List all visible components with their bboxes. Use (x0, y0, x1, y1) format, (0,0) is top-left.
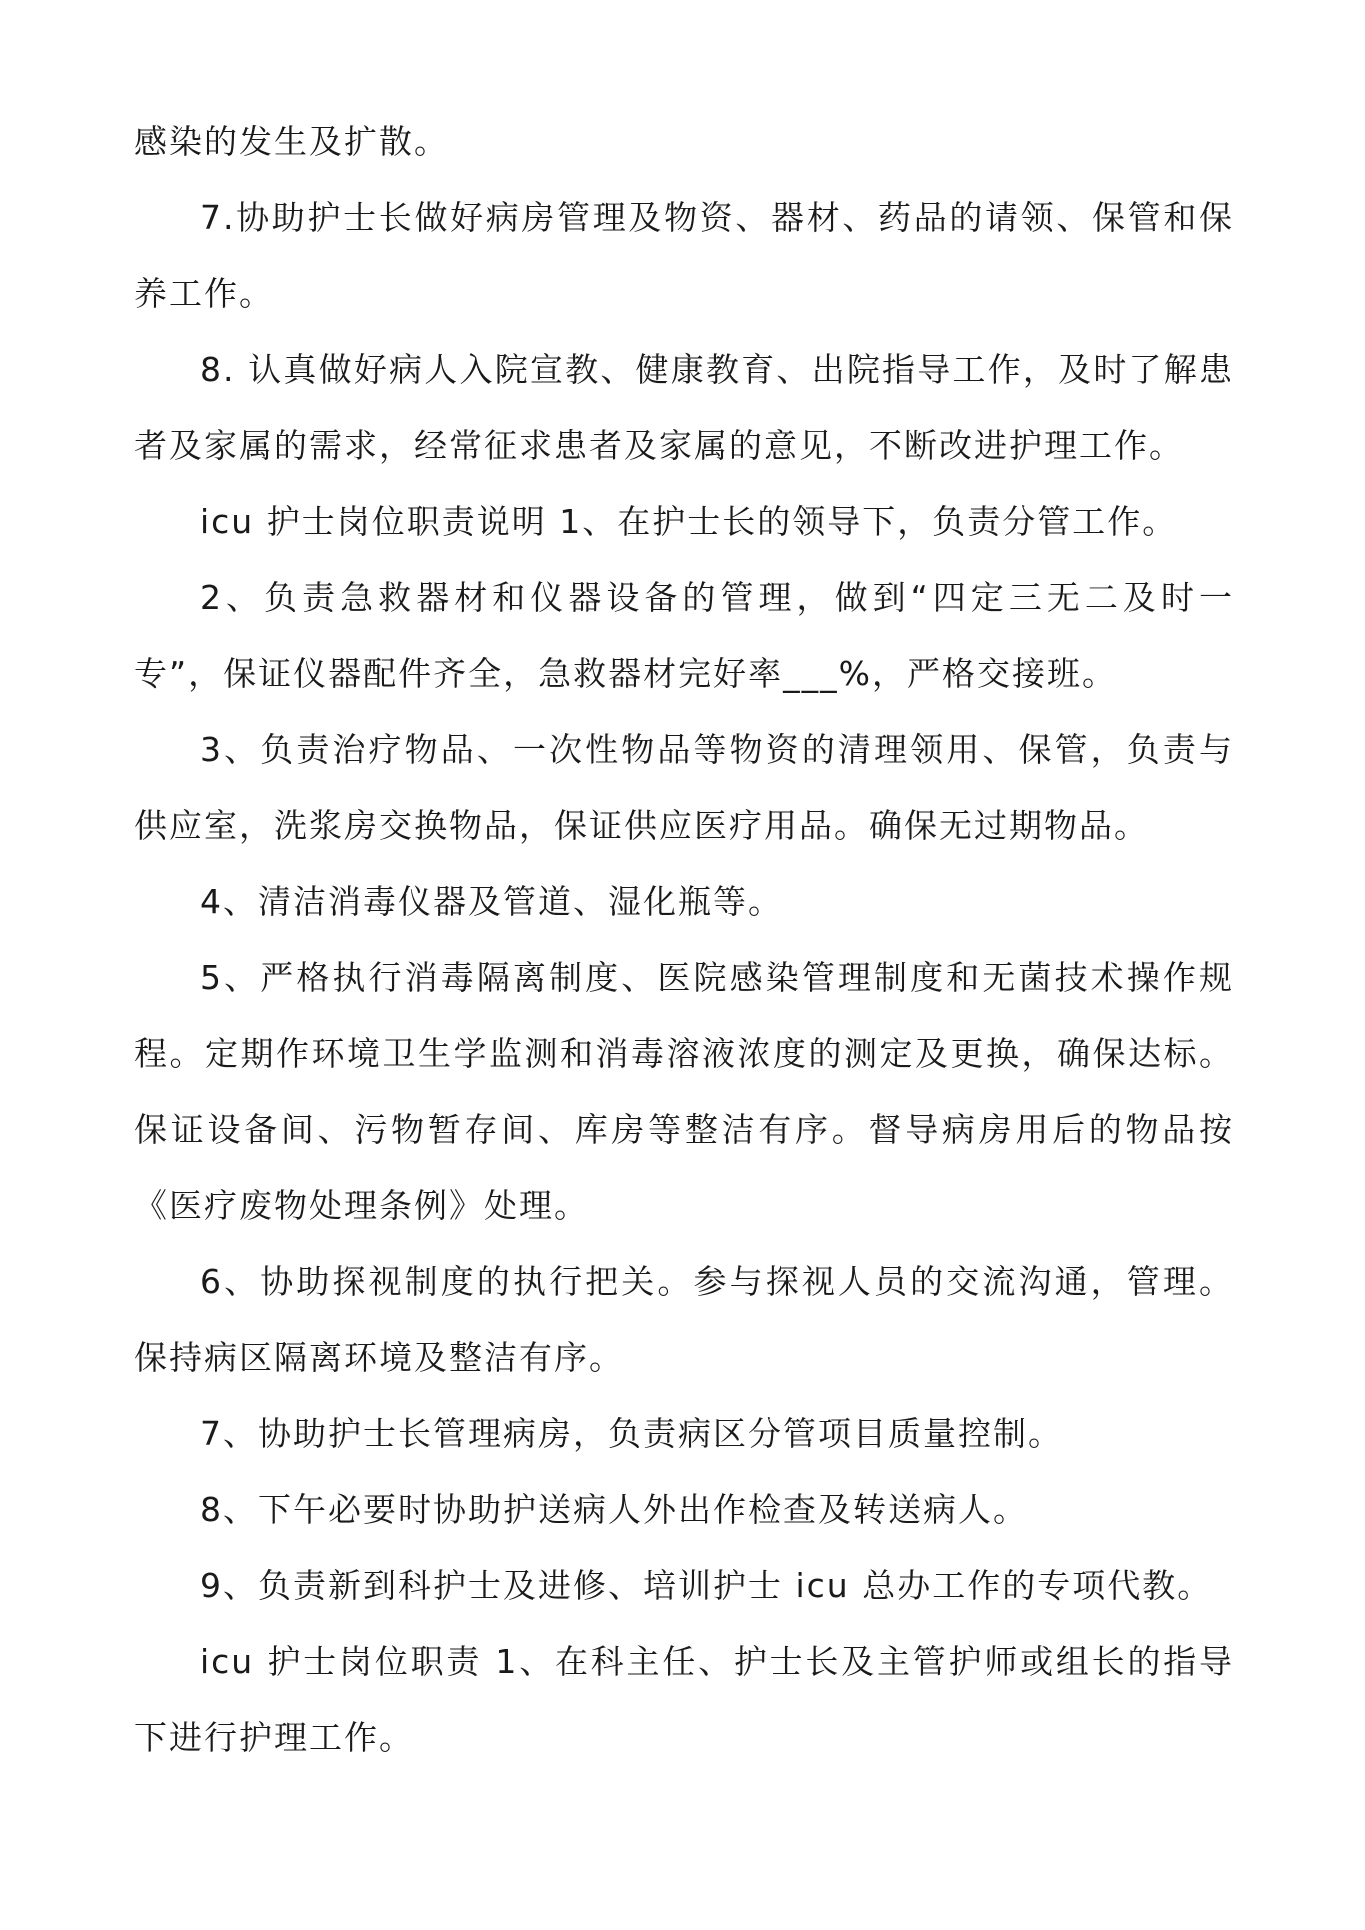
paragraph: 2、负责急救器材和仪器设备的管理，做到“四定三无二及时一专”，保证仪器配件齐全，急救器材完好率___%，严格交接班。 (134, 578, 1234, 693)
paragraph: 4、清洁消毒仪器及管道、湿化瓶等。 (200, 882, 783, 921)
paragraph: 8. 认真做好病人入院宣教、健康教育、出院指导工作，及时了解患者及家属的需求，经常征求患者及家属的意见，不断改进护理工作。 (134, 350, 1234, 465)
paragraph: 9、负责新到科护士及进修、培训护士 icu 总办工作的专项代教。 (200, 1566, 1213, 1605)
paragraph: 6、协助探视制度的执行把关。参与探视人员的交流沟通，管理。保持病区隔离环境及整洁有序。 (134, 1262, 1234, 1377)
paragraph: 7.协助护士长做好病房管理及物资、器材、药品的请领、保管和保养工作。 (134, 198, 1234, 313)
paragraph: 5、严格执行消毒隔离制度、医院感染管理制度和无菌技术操作规程。定期作环境卫生学监测和消毒溶液浓度的测定及更换，确保达标。保证设备间、污物暂存间、库房等整洁有序。督导病房用后的物品按《医疗废物处理条例》处理。 (134, 958, 1234, 1225)
paragraph: icu 护士岗位职责说明 1、在护士长的领导下，负责分管工作。 (200, 502, 1178, 541)
paragraph: 3、负责治疗物品、一次性物品等物资的清理领用、保管，负责与供应室，洗浆房交换物品，保证供应医疗用品。确保无过期物品。 (134, 730, 1234, 845)
paragraph: icu 护士岗位职责 1、在科主任、护士长及主管护师或组长的指导下进行护理工作。 (134, 1642, 1234, 1757)
paragraph: 8、下午必要时协助护送病人外出作检查及转送病人。 (200, 1490, 1028, 1529)
document-body (134, 104, 1234, 1776)
paragraph: 感染的发生及扩散。 (134, 122, 449, 161)
paragraph: 7、协助护士长管理病房，负责病区分管项目质量控制。 (200, 1414, 1063, 1453)
